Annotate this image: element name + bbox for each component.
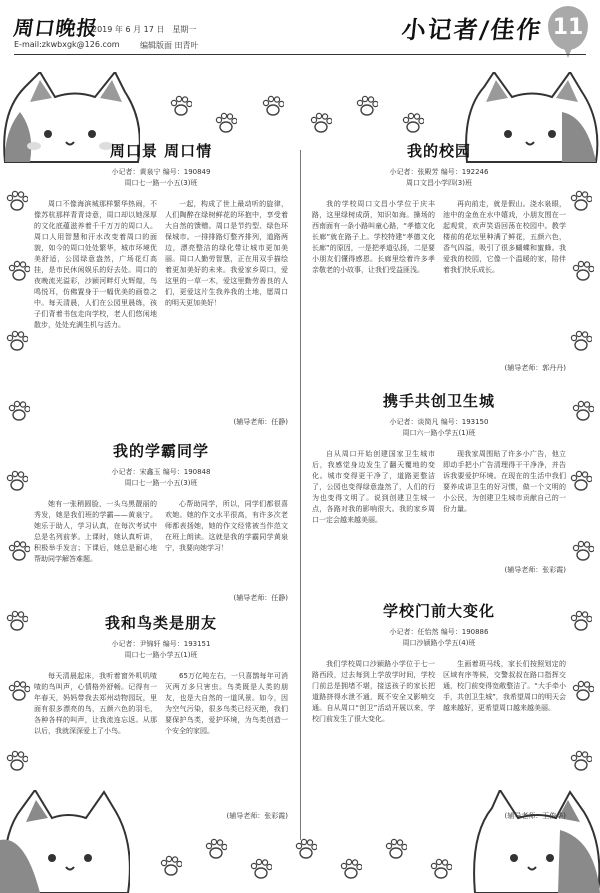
paw-print-icon — [8, 680, 30, 702]
article-school: 周口沙颍路小学五(4)班 — [402, 639, 476, 647]
paw-print-icon — [430, 858, 452, 880]
article-author: 小记者：任怡然 编号：190886 — [389, 628, 489, 636]
paw-print-icon — [402, 112, 424, 134]
article-school: 周口七一路一小五(3)班 — [124, 179, 198, 187]
article-tutor: (辅导老师：任静) — [233, 594, 288, 602]
column-divider — [300, 150, 301, 840]
article-body: 自从周口开始创建国家卫生城市后，我感觉身边发生了翻天覆地的变化。城市变得更干净了，道路更整洁了，公园也变得绿意盎然了，人们的行为也变得文明了。说到创建卫生城一点，各路对我的影响很大。我的家乡周口一定会越来越美丽。 — [312, 450, 435, 524]
article-bird-friends — [34, 612, 288, 821]
article-title: 我的学霸同学 — [112, 442, 209, 460]
article-body: 心帮助同学，所以，同学们都很喜欢她。她的作文水平很高，有许多次老师都表扬她，她的作文经常被当作范文在班上朗读。这就是我的学霸同学黄泉宁，我要向她学习！ — [165, 500, 288, 552]
article-tutor: (辅导老师：郭丹丹) — [504, 364, 566, 372]
article-body: 65万亿吨左右，一只喜鹊每年可消灭两万多只害虫。鸟类既是人类的朋友，也是大自然的一道风景。如今，因为空气污染，很多鸟类已经灭绝，我们要保护鸟类，爱护环境，为鸟类创造一个安全的家园。 — [165, 672, 288, 735]
paw-print-icon — [310, 112, 332, 134]
paw-print-icon — [572, 680, 594, 702]
article-body: 一起，构成了世上最动听的旋律，人们陶醉在绿树鲜花的环抱中，享受着大自然的馈赠。周口是节约型、绿色环保城市。一排排路灯整齐排列，道路两边，漂亮整洁的绿化带让城市更加美丽。周口人勤劳智慧，正在用双手描绘着更加美好的未来。我爱家乡周口，爱这里的一草一木，爱这里勤劳善良的人们，更爱这片生我养我的土地，愿周口的明天更加美好！ — [165, 200, 288, 307]
section-title: 小记者/佳作 — [400, 15, 545, 44]
paw-print-icon — [295, 838, 317, 860]
article-author: 小记者：张殿芳 编号：192246 — [389, 168, 489, 176]
article-top-classmate — [34, 440, 288, 603]
contact-email: E-mail:zkwbxgk@126.com — [14, 40, 120, 49]
paw-print-icon — [160, 855, 182, 877]
article-author: 小记者：宋鑫玉 编号：190848 — [111, 468, 211, 476]
article-body: 现我家周围贴了许多小广告，他立即动手把小广告清理得干干净净，并告诉我要爱护环境。在现在的生活中我们要养成讲卫生的好习惯，做一个文明的小公民，为创建卫生城市贡献自己的一份力量。 — [443, 450, 566, 513]
article-tutor: (辅导老师：张彩霞) — [226, 812, 288, 820]
article-author: 小记者：谈简凡 编号：193150 — [389, 418, 489, 426]
article-tutor: (辅导老师：任静) — [233, 418, 288, 426]
paw-print-icon — [250, 858, 272, 880]
article-tutor: (辅导老师：王俊华) — [504, 812, 566, 820]
paw-print-icon — [205, 838, 227, 860]
article-body: 我们学校周口沙颍路小学位于七一路西段，过去每到上学放学时间，学校门前总是拥堵不堪，接送孩子的家长把道路挤得水泄不通，既不安全又影响交通。自从周口“创卫”活动开展以来，学校门前发生了很大变化。 — [312, 660, 435, 723]
paw-print-icon — [572, 400, 594, 422]
page-number-badge: 11 — [548, 6, 588, 50]
article-body: 再向前走，就是假山。浇水泉眼，池中的金鱼在水中嬉戏，小朋友围在一起观赏，欢声笑语回荡在校园中。教学楼前的花坛里种满了鲜花，五颜六色，香气四溢，吸引了很多蝴蝶和蜜蜂。我爱我的校园，它像一个温暖的家，陪伴着我们快乐成长。 — [443, 200, 566, 274]
header-rule — [14, 54, 586, 55]
article-author: 小记者：尹锦轩 编号：193151 — [111, 640, 211, 648]
article-school: 周口文昌小学四(3)班 — [406, 179, 472, 187]
paw-print-icon — [6, 470, 28, 492]
paw-print-icon — [215, 112, 237, 134]
article-my-campus — [312, 140, 566, 373]
article-school-gate — [312, 600, 566, 821]
article-body: 我的学校周口文昌小学位于庆丰路，这里绿树成荫，知识如海。操场的西南面有一条小路叫童心路，“孝德文化长廊”就在路子上。学校特建“孝德文化长廊”的原因，一是把孝道弘扬，二是要小朋友们懂得感恩。长廊里绘着许多孝亲敬老的小故事，让我们受益匪浅。 — [312, 200, 435, 274]
article-school: 周口七一路小学五(1)班 — [124, 651, 198, 659]
paw-print-icon — [8, 260, 30, 282]
paw-print-icon — [8, 400, 30, 422]
article-school: 周口六一路小学五(1)班 — [402, 429, 476, 437]
article-title: 周口景 周口情 — [109, 142, 213, 160]
article-school: 周口七一路一小五(3)班 — [124, 479, 198, 487]
article-title: 学校门前大变化 — [382, 602, 495, 620]
paw-print-icon — [262, 95, 284, 117]
article-title: 携手共创卫生城 — [382, 392, 495, 410]
page-editor: 编辑版面 田青叶 — [140, 41, 199, 50]
article-title: 我的校园 — [406, 142, 471, 160]
paw-print-icon — [6, 330, 28, 352]
paw-print-icon — [6, 610, 28, 632]
paw-print-icon — [570, 330, 592, 352]
paw-print-icon — [570, 470, 592, 492]
paw-print-icon — [570, 610, 592, 632]
paw-print-icon — [170, 95, 192, 117]
paw-print-icon — [340, 858, 362, 880]
article-tutor: (辅导老师：张彩霞) — [504, 566, 566, 574]
article-body: 她有一张稍圆脸，一头乌黑靓丽的秀发，她是我们班的学霸——黄泉宁。她乐于助人，学习认真，在每次考试中总是名列前茅。上课时，她认真听讲，积极举手发言；下课后，她总是耐心地帮助同学解答难题。 — [34, 500, 157, 563]
article-body: 周口不像海滨城那样繁华热闹，不像苏杭那样青青诗意，周口却以她深厚的文化底蕴滋养着千千万万的周口人。周口人用智慧和汗水改变着周口的面貌，如今的周口处处繁华，城市环境优美舒适，公园绿意盎然，广场花灯高挂，是市民休闲娱乐的好去处。周口的夜晚流光溢彩，沙颍河畔灯火辉煌，鸟鸣悦耳，仿佛置身于一幅优美的画卷之中。每天清晨，人们在公园里晨练，孩子们背着书包走向学校，老人们悠闲地散步，处处充满生机与活力。 — [34, 200, 157, 329]
paw-print-icon — [6, 750, 28, 772]
paw-print-icon — [570, 190, 592, 212]
issue-date: 2019 年 6 月 17 日 星期一 — [92, 25, 197, 34]
article-author: 小记者：黄泉宁 编号：190849 — [111, 168, 211, 176]
paw-print-icon — [572, 540, 594, 562]
paw-print-icon — [572, 260, 594, 282]
paw-print-icon — [356, 95, 378, 117]
article-title: 我和鸟类是朋友 — [104, 614, 217, 632]
article-body: 每天清晨起床，我听着窗外叽叽喳喳的鸟叫声，心情格外舒畅。记得有一年春天，妈妈带我去郑州动物园玩，里面有很多漂亮的鸟，五颜六色的羽毛，各种各样的叫声，让我流连忘返。从那以后，我就深深爱上了小鸟。 — [34, 672, 157, 735]
paw-print-icon — [6, 190, 28, 212]
paw-print-icon — [385, 838, 407, 860]
article-sanitary-city — [312, 390, 566, 575]
article-zhoukou-scene — [34, 140, 288, 427]
page-header — [0, 0, 600, 62]
newspaper-logo: 周口晚报 — [12, 16, 100, 40]
article-body: 生画着斑马线，家长们按照划定的区域有序等候，交警叔叔在路口指挥交通，校门前变得宽敞整洁了。“大手牵小手，共创卫生城”，我希望周口的明天会越来越好，更希望周口越来越美丽。 — [443, 660, 566, 712]
paw-print-icon — [570, 750, 592, 772]
paw-print-icon — [8, 540, 30, 562]
